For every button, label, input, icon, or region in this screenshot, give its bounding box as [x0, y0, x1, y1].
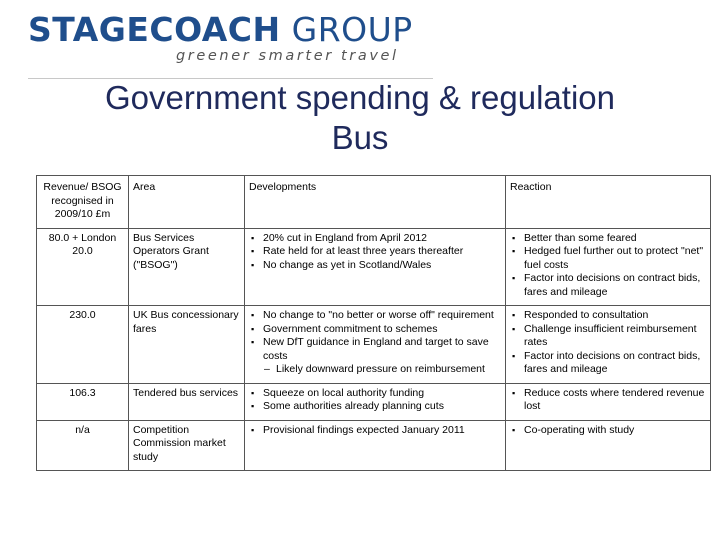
area-cell: Bus Services Operators Grant ("BSOG")	[129, 228, 245, 306]
revenue-cell: n/a	[37, 420, 129, 471]
list-item: ▪ Responded to consultation	[524, 309, 706, 323]
header-developments: Developments	[245, 176, 506, 229]
header-revenue: Revenue/ BSOG recognised in 2009/10 £m	[37, 176, 129, 229]
list-item: ▪ Co-operating with study	[524, 424, 706, 438]
area-cell: UK Bus concessionary fares	[129, 306, 245, 384]
table-row	[37, 383, 711, 420]
list-item: ▪ Factor into decisions on contract bids, fares and mileage	[524, 350, 706, 377]
header-area: Area	[129, 176, 245, 229]
reaction-cell	[506, 228, 711, 306]
logo-brand-light: GROUP	[291, 10, 413, 49]
slide-title	[0, 78, 720, 158]
revenue-cell: 230.0	[37, 306, 129, 384]
list-item: ▪ Squeeze on local authority funding	[263, 387, 501, 401]
list-item	[263, 336, 501, 377]
list-item: ▪ Reduce costs where tendered revenue lost	[524, 387, 706, 414]
developments-cell	[245, 420, 506, 471]
list-item: ▪ No change as yet in Scotland/Wales	[263, 259, 501, 273]
list-item: ▪ Factor into decisions on contract bids, fares and mileage	[524, 272, 706, 299]
area-cell: Tendered bus services	[129, 383, 245, 420]
area-cell: Competition Commission market study	[129, 420, 245, 471]
table-header-row	[37, 176, 711, 229]
logo-tagline: greener smarter travel	[176, 48, 399, 64]
developments-cell	[245, 383, 506, 420]
logo-brand-bold: STAGECOACH	[28, 10, 281, 49]
list-item: ▪ 20% cut in England from April 2012	[263, 232, 501, 246]
stagecoach-group-logo	[28, 8, 428, 70]
logo-wordmark	[28, 10, 413, 49]
table-row	[37, 306, 711, 384]
list-item: ▪ Provisional findings expected January 2011	[263, 424, 501, 438]
developments-cell	[245, 228, 506, 306]
developments-cell	[245, 306, 506, 384]
sub-list-item: – Likely downward pressure on reimbursement	[276, 363, 501, 377]
slide-title-line-2: Bus	[331, 119, 389, 156]
reaction-cell	[506, 420, 711, 471]
table-row	[37, 228, 711, 306]
reaction-cell	[506, 306, 711, 384]
spending-regulation-table	[36, 175, 711, 471]
list-item: ▪ Rate held for at least three years thereafter	[263, 245, 501, 259]
slide-title-line-1: Government spending & regulation	[105, 79, 615, 116]
header-reaction: Reaction	[506, 176, 711, 229]
list-item: ▪ Government commitment to schemes	[263, 323, 501, 337]
list-item: ▪ Better than some feared	[524, 232, 706, 246]
table-row	[37, 420, 711, 471]
reaction-cell	[506, 383, 711, 420]
list-item: ▪ Some authorities already planning cuts	[263, 400, 501, 414]
list-item: ▪ No change to "no better or worse off" requirement	[263, 309, 501, 323]
revenue-cell: 80.0 + London 20.0	[37, 228, 129, 306]
revenue-cell: 106.3	[37, 383, 129, 420]
list-item-text: New DfT guidance in England and target to save costs	[263, 336, 489, 362]
list-item: ▪ Challenge insufficient reimbursement rates	[524, 323, 706, 350]
list-item: ▪ Hedged fuel further out to protect "net" fuel costs	[524, 245, 706, 272]
